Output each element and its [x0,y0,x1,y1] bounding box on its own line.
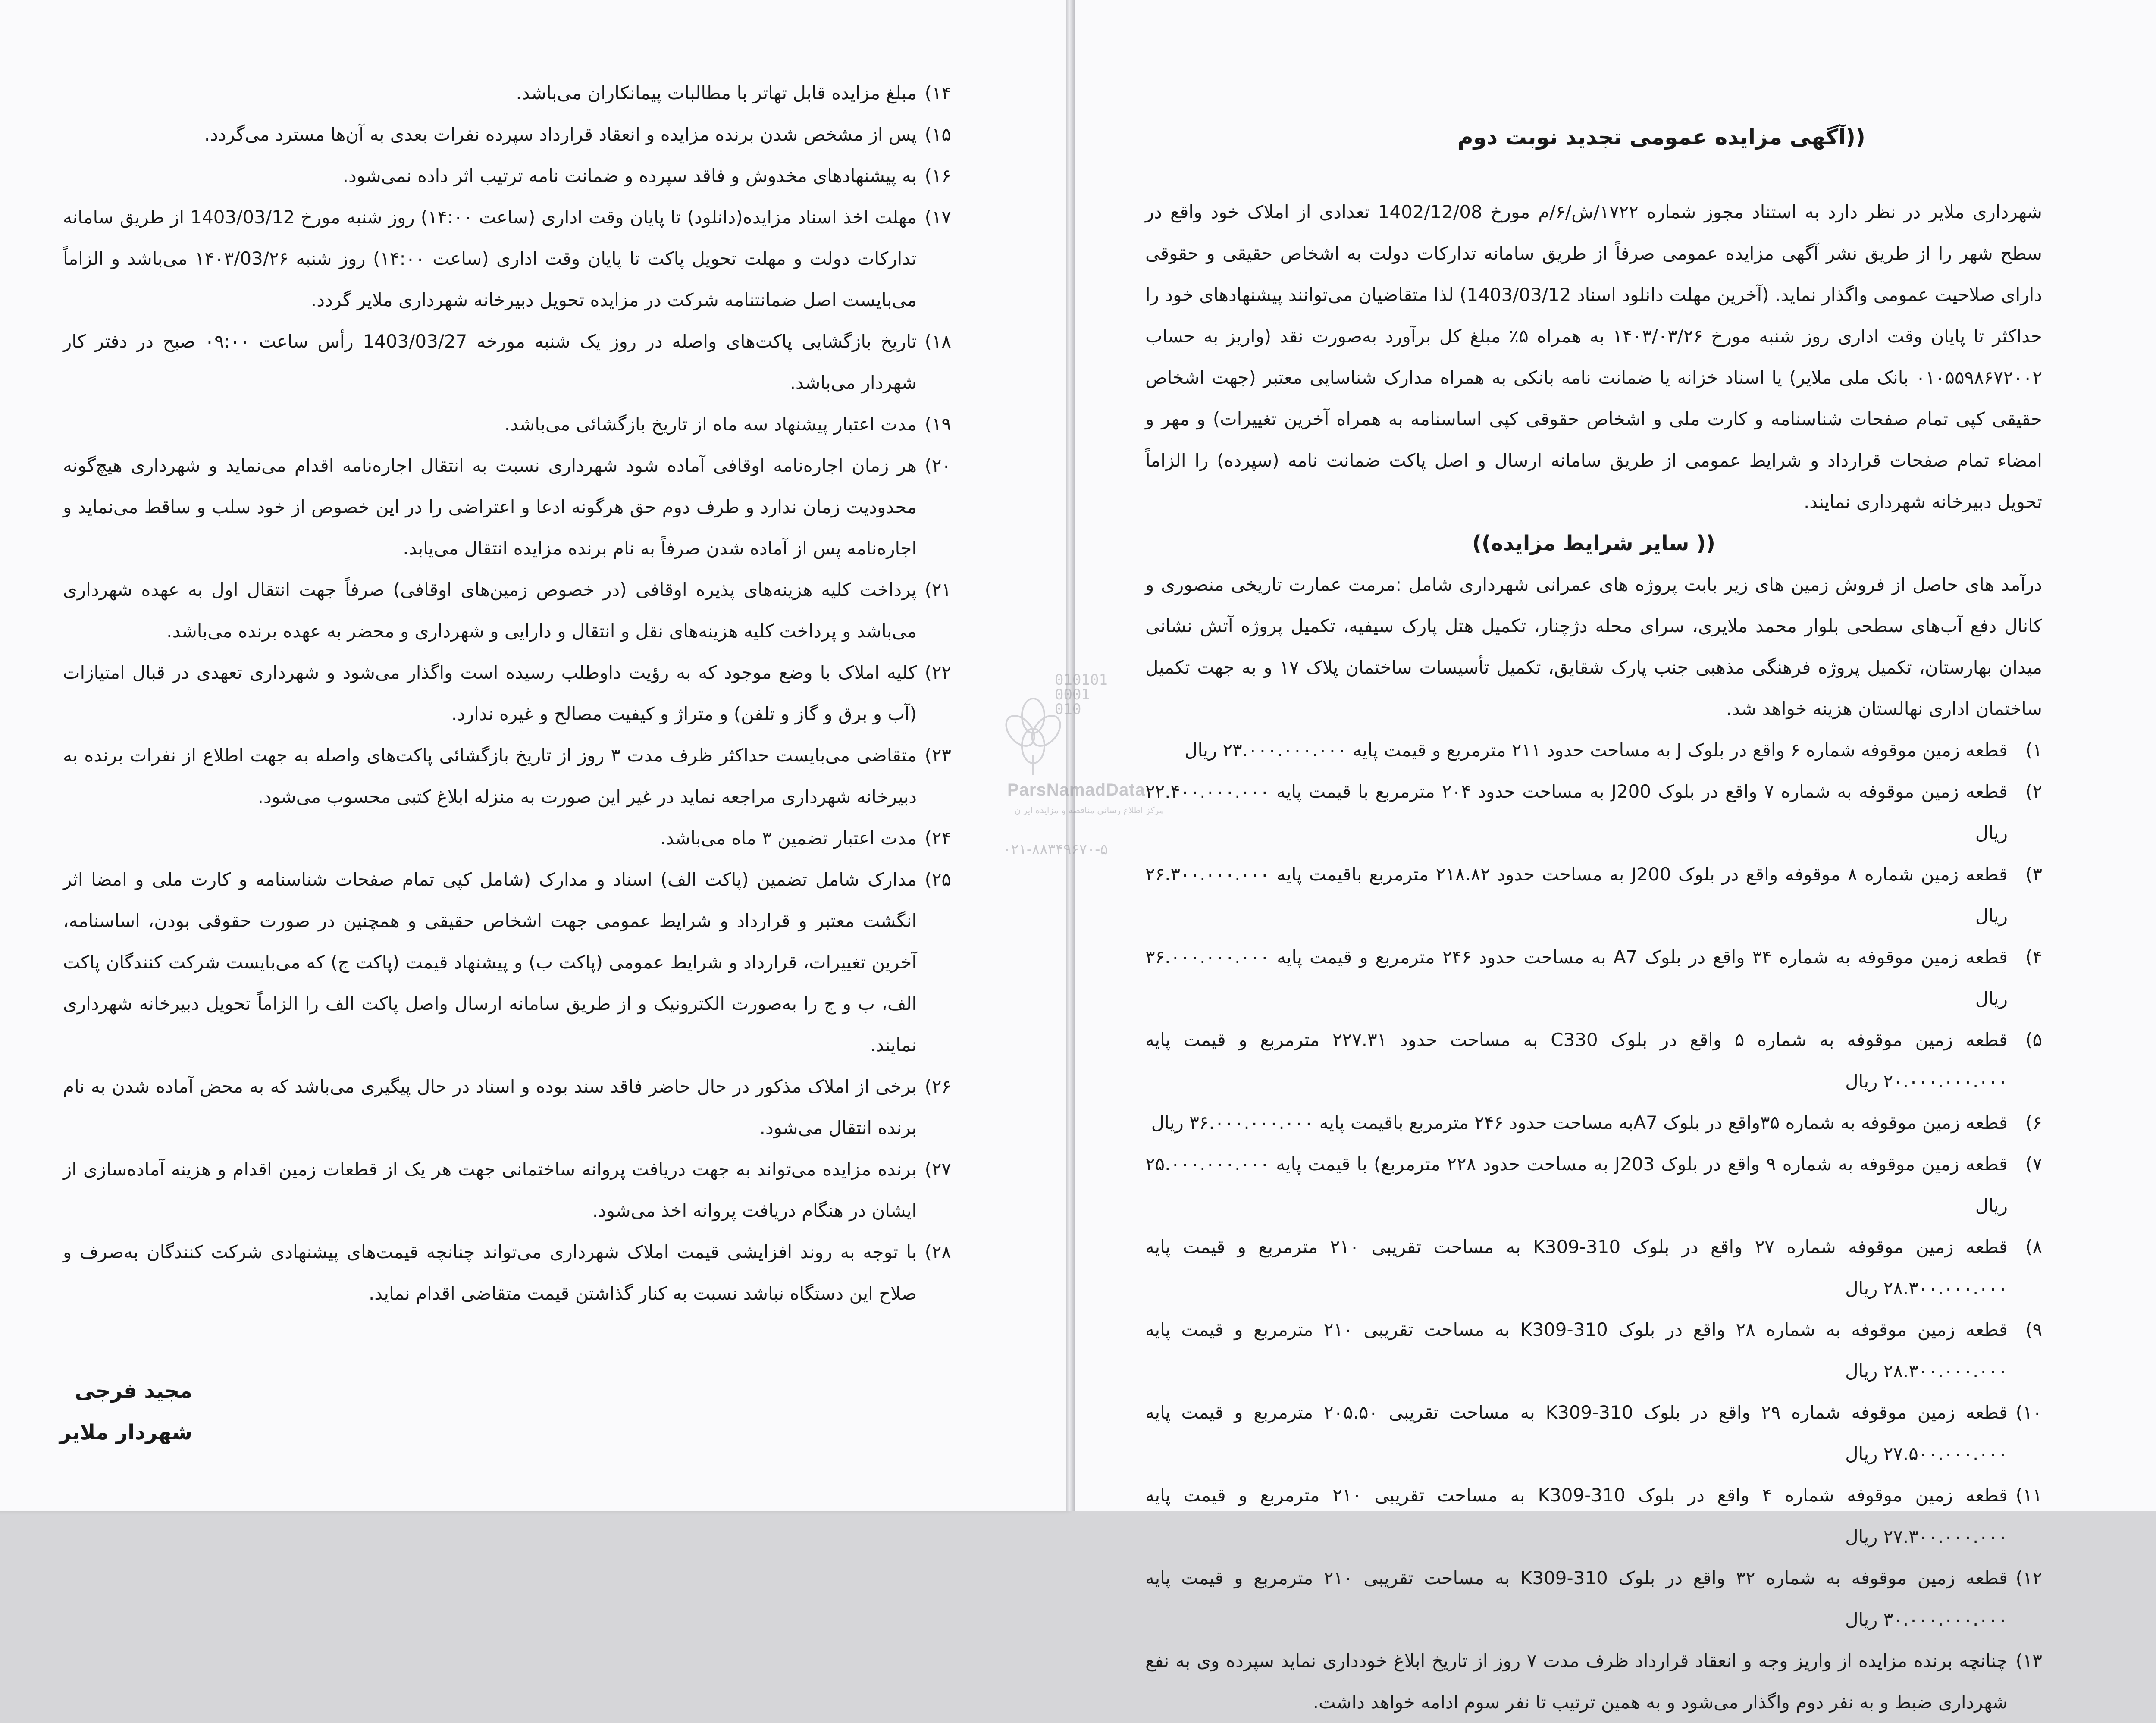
item-text: با توجه به روند افزایشی قیمت املاک شهرداری می‌تواند چنانچه قیمت‌های پیشنهادی شرکت کنندگان به‌صرف و صلاح این دستگاه نباشد نسبت به کنار گذاشتن قیمت متقاضی اقدام نماید. [63,1241,917,1304]
item-text: مدت اعتبار پیشنهاد سه ماه از تاریخ بازگشائی می‌باشد. [504,414,917,435]
item-text: قطعه زمین موقوفه شماره ۲۷ واقع در بلوک K309-310 به مساحت تقریبی ۲۱۰ مترمربع و قیمت پایه ۲۸.۳۰۰.۰۰۰.۰۰۰ ریال [1145,1236,2008,1299]
watermark-stamp [994,673,1175,888]
item-number: ۲۳) [924,745,951,766]
item-text: کلیه املاک با وضع موجود که به رؤیت داوطلب رسیده است واگذار می‌شود و شهرداری تعهدی در قبال امتیازات (آب و برق و گاز و تلفن) و متراژ و کیفیت مصالح و غیره ندارد. [63,662,917,724]
revenue-usage-paragraph: درآمد های حاصل از فروش زمین های زیر بابت پروژه های عمرانی شهرداری شامل :مرمت عمارت تاریخی منصوری و کانال دفع آب‌های سطحی بلوار محمد ملایری، سرای محله دژچنار، تکمیل هتل پارک سیفیه، تکمیل پروژه آتش نشانی میدان بهارستان، تکمیل پروژه فرهنگی مذهبی جنب پارک شقایق، تکمیل تأسیسات ساختمان پلاک ۱۷ و به جهت تکمیل ساختمان اداری نهالستان هزینه خواهد شد. [1145,574,2042,719]
item-text: مدت اعتبار تضمین ۳ ماه می‌باشد. [660,827,917,849]
list-item [63,1066,951,1149]
list-item [1145,1226,2042,1309]
watermark-fine-print: مرکز اطلاع رسانی مناقصه و مزایده ایران [1014,805,1164,815]
list-item [63,1149,951,1231]
item-text: قطعه زمین شماره ۸ موقوفه واقع در بلوک J200 به مساحت حدود ۲۱۸.۸۲ مترمربع باقیمت پایه ۲۶.۳۰۰.۰۰۰.۰۰۰ ریال [1145,864,2008,926]
item-number: ۱۰) [2015,1402,2042,1423]
list-item [63,569,951,652]
item-text: قطعه زمین موقوفه شماره ۴ واقع در بلوک K309-310 به مساحت تقریبی ۲۱۰ مترمربع و قیمت پایه ۲۷.۳۰۰.۰۰۰.۰۰۰ ریال [1145,1485,2008,1547]
watermark-flower-icon [1003,690,1063,776]
watermark-phone: ۰۲۱-۸۸۳۴۹۶۷۰-۵ [1003,841,1108,858]
item-number: ۲۴) [924,827,951,849]
item-number: ۱۶) [924,165,951,186]
item-number: ۹) [2025,1319,2042,1340]
list-item [63,72,951,114]
item-number: ۱) [2025,739,2042,761]
list-item [1145,854,2042,937]
list-item [63,818,951,859]
list-item [1145,937,2042,1019]
notice-left-column [59,72,951,1453]
list-item [1145,1309,2042,1392]
list-item [63,321,951,404]
notice-right-column [1145,116,2042,1723]
item-number: ۲۶) [924,1076,951,1097]
item-number: ۲۵) [924,869,951,890]
item-text: تاریخ بازگشایی پاکت‌های واصله در روز یک شنبه مورخه 1403/03/27 رأس ساعت ۰۹:۰۰ صبح در دفتر کار شهردار می‌باشد. [63,331,917,393]
item-text: پس از مشخص شدن برنده مزایده و انعقاد قرارداد سپرده نفرات بعدی به آن‌ها مسترد می‌گردد. [204,124,917,145]
item-text: قطعه زمین موقوفه به شماره ۳۴ واقع در بلوک A7 به مساحت حدود ۲۴۶ مترمربع و قیمت پایه ۳۶.۰۰۰.۰۰۰.۰۰۰ ریال [1145,946,2008,1009]
list-item [63,404,951,445]
watermark-bits-line: 0001 [1055,686,1090,703]
list-item [63,735,951,818]
item-text: قطعه زمین موقوفه به شماره ۵ واقع در بلوک C330 به مساحت حدود ۲۲۷.۳۱ مترمربع و قیمت پایه ۲۰.۰۰۰.۰۰۰.۰۰۰ ریال [1145,1029,2008,1092]
item-text: برخی از املاک مذکور در حال حاضر فاقد سند بوده و اسناد در حال پیگیری می‌باشد که به محض آماده شدن به نام برنده انتقال می‌شود. [63,1076,917,1138]
item-number: ۴) [2025,946,2042,968]
item-number: ۱۷) [924,207,951,228]
watermark-binary [1055,673,1108,717]
item-number: ۱۳) [2015,1650,2042,1671]
list-item [63,114,951,155]
item-number: ۲۰) [924,455,951,476]
list-item [1145,1475,2042,1557]
list-item [1145,1557,2042,1640]
list-item [1145,1640,2042,1723]
signature-block [59,1370,951,1453]
list-item [63,652,951,735]
list-item [63,859,951,1066]
item-number: ۲۱) [924,579,951,600]
item-number: ۶) [2025,1112,2042,1133]
list-item [1145,730,2042,771]
item-text: قطعه زمین موقوفه به شماره ۲۸ واقع در بلوک K309-310 به مساحت تقریبی ۲۱۰ مترمربع و قیمت پایه ۲۸.۳۰۰.۰۰۰.۰۰۰ ریال [1145,1319,2008,1382]
list-item [1145,1102,2042,1143]
item-number: ۸) [2025,1236,2042,1257]
item-number: ۱۹) [924,414,951,435]
list-item [63,197,951,321]
item-number: ۲۷) [924,1159,951,1180]
notice-intro: شهرداری ملایر در نظر دارد به استناد مجوز شماره ۱۷۲۲/ش/۶/م مورخ 1402/12/08 تعدادی از املاک خود واقع در سطح شهر را از طریق نشر آگهی مزایده عمومی صرفاً از طریق سامانه تدارکات دولت به اشخاص حقیقی و حقوقی دارای صلاحیت عمومی واگذار نماید. (آخرین مهلت دانلود اسناد 1403/03/12) لذا متقاضیان می‌توانند پیشنهادهای خود را حداکثر تا پایان وقت اداری روز شنبه مورخ ۱۴۰۳/۰۳/۲۶ به همراه ۵٪ مبلغ کل برآورد به‌صورت نقد (واریز به حساب ۰۱۰۵۵۹۸۶۷۲۰۰۲ بانک ملی ملایر) یا اسناد خزانه یا ضمانت نامه بانکی به همراه مدارک شناسایی معتبر (جهت اشخاص حقیقی کپی تمام صفحات شناسنامه و کارت ملی و اشخاص حقوقی کپی اساسنامه به همراه آخرین تغییرات) و مهر و امضاء تمام صفحات قرارداد و شرایط عمومی از طریق سامانه ارسال و اصل پاکت ضمانت نامه (سپرده) را الزاماً تحویل دبیرخانه شهرداری نمایند. [1145,201,2042,512]
item-text: قطعه زمین موقوفه شماره ۲۹ واقع در بلوک K309-310 به مساحت تقریبی ۲۰۵.۵۰ مترمربع و قیمت پایه ۲۷.۵۰۰.۰۰۰.۰۰۰ ریال [1145,1402,2008,1464]
lot-list [1145,730,2042,1723]
item-text: چنانچه برنده مزایده از واریز وجه و انعقاد قرارداد ظرف مدت ۷ روز از تاریخ ابلاغ خودداری نماید سپرده وی به نفع شهرداری ضبط و به نفر دوم واگذار می‌شود و به همین ترتیب تا نفر سوم ادامه خواهد داشت. [1145,1650,2008,1713]
list-item [63,1231,951,1314]
watermark-brand: ParsNamadData [1007,780,1145,799]
item-number: ۲۸) [924,1241,951,1262]
item-number: ۱۵) [924,124,951,145]
item-number: ۲۲) [924,662,951,683]
list-item [1145,771,2042,854]
watermark-bits-line: 010101 [1055,671,1108,689]
item-number: ۱۱) [2015,1485,2042,1506]
list-item [1145,1143,2042,1226]
list-item [63,445,951,569]
item-text: قطعه زمین موقوفه به شماره ۷ واقع در بلوک J200 به مساحت حدود ۲۰۴ مترمربع با قیمت پایه ۲۲.۴۰۰.۰۰۰.۰۰۰ ریال [1145,781,2008,843]
item-number: ۳) [2025,864,2042,885]
item-text: قطعه زمین موقوفه شماره ۶ واقع در بلوک J به مساحت حدود ۲۱۱ مترمربع و قیمت پایه ۲۳.۰۰۰.۰۰۰.۰۰۰ ریال [1184,739,2008,761]
item-number: ۷) [2025,1153,2042,1175]
item-text: مبلغ مزایده قابل تهاتر با مطالبات پیمانکاران می‌باشد. [516,82,917,103]
item-text: مهلت اخذ اسناد مزایده(دانلود) تا پایان وقت اداری (ساعت ۱۴:۰۰) روز شنبه مورخ 1403/03/12 از طریق سامانه تدارکات دولت و مهلت تحویل پاکت تا پایان وقت اداری (ساعت ۱۴:۰۰) روز شنبه ۱۴۰۳/03/۲۶ می‌باشد و الزاماً می‌بایست اصل ضمانتنامه شرکت در مزایده تحویل دبیرخانه شهرداری ملایر گردد. [63,207,917,310]
item-text: قطعه زمین موقوفه به شماره ۹ واقع در بلوک J203 به مساحت حدود ۲۲۸ مترمربع) با قیمت پایه ۲۵.۰۰۰.۰۰۰.۰۰۰ ریال [1145,1153,2008,1216]
item-text: برنده مزایده می‌تواند به جهت دریافت پروانه ساختمانی جهت هر یک از قطعات زمین اقدام و هزینه آماده‌سازی از ایشان در هنگام دریافت پروانه اخذ می‌شود. [63,1159,917,1221]
item-text: مدارک شامل تضمین (پاکت الف) اسناد و مدارک (شامل کپی تمام صفحات شناسنامه و کارت ملی و امضا اثر انگشت معتبر و قرارداد و شرایط عمومی جهت اشخاص حقیقی و همچنین در صورت حقوقی بودن، اساسنامه، آخرین تغییرات، قرارداد و شرایط عمومی (پاکت ب) و پیشنهاد قیمت (پاکت ج) که می‌بایست شرکت کنندگان پاکت الف، ب و ج را به‌صورت الکترونیک و از طریق سامانه ارسال واصل پاکت الف را الزاماً تحویل دبیرخانه شهرداری نمایند. [63,869,917,1056]
signatory-title: شهردار ملایر [59,1420,192,1444]
other-conditions-heading: (( سایر شرایط مزایده)) [1472,531,1716,555]
item-text: متقاضی می‌بایست حداکثر ظرف مدت ۳ روز از تاریخ بازگشائی پاکت‌های واصله به جهت اطلاع از نفرات برنده به دبیرخانه شهرداری مراجعه نماید در غیر این صورت به منزله ابلاغ کتبی محسوب می‌شود. [63,745,917,807]
item-text: قطعه زمین موقوفه به شماره ۳۵واقع در بلوک A7به مساحت حدود ۲۴۶ مترمربع باقیمت پایه ۳۶.۰۰۰.۰۰۰.۰۰۰ ریال [1151,1112,2008,1133]
item-number: ۲) [2025,781,2042,802]
list-item [63,155,951,197]
condition-list [63,72,951,1314]
item-text: پرداخت کلیه هزینه‌های پذیره اوقافی (در خصوص زمین‌های اوقافی) صرفاً جهت انتقال اول به عهده شهرداری می‌باشد و پرداخت کلیه هزینه‌های نقل و انتقال و دارایی و شهرداری و محضر به عهده برنده می‌باشد. [63,579,917,642]
signatory-name: مجید فرجی [75,1379,192,1403]
item-number: ۱۸) [924,331,951,352]
watermark-bits-line: 010 [1055,701,1081,718]
item-number: ۵) [2025,1029,2042,1050]
list-item [1145,1392,2042,1475]
list-item [1145,1019,2042,1102]
item-text: قطعه زمین موقوفه به شماره ۳۲ واقع در بلوک K309-310 به مساحت تقریبی ۲۱۰ مترمربع و قیمت پایه ۳۰.۰۰۰.۰۰۰.۰۰۰ ریال [1145,1567,2008,1630]
item-number: ۱۴) [924,82,951,103]
item-text: هر زمان اجارەنامه اوقافی آماده شود شهرداری نسبت به انتقال اجارەنامه اقدام می‌نماید و شهرداری هیچ‌گونه محدودیت زمان ندارد و طرف دوم حق هرگونه ادعا و اعتراضی را در این خصوص از خود سلب و ساقط می‌نماید و اجارەنامه پس از آماده شدن صرفاً به نام برنده مزایده انتقال می‌یابد. [63,455,917,559]
item-number: ۱۲) [2015,1567,2042,1588]
item-text: به پیشنهادهای مخدوش و فاقد سپرده و ضمانت نامه ترتیب اثر داده نمی‌شود. [342,165,917,186]
notice-title: ((آگهی مزایده عمومی تجدید نوبت دوم [1457,125,1865,150]
